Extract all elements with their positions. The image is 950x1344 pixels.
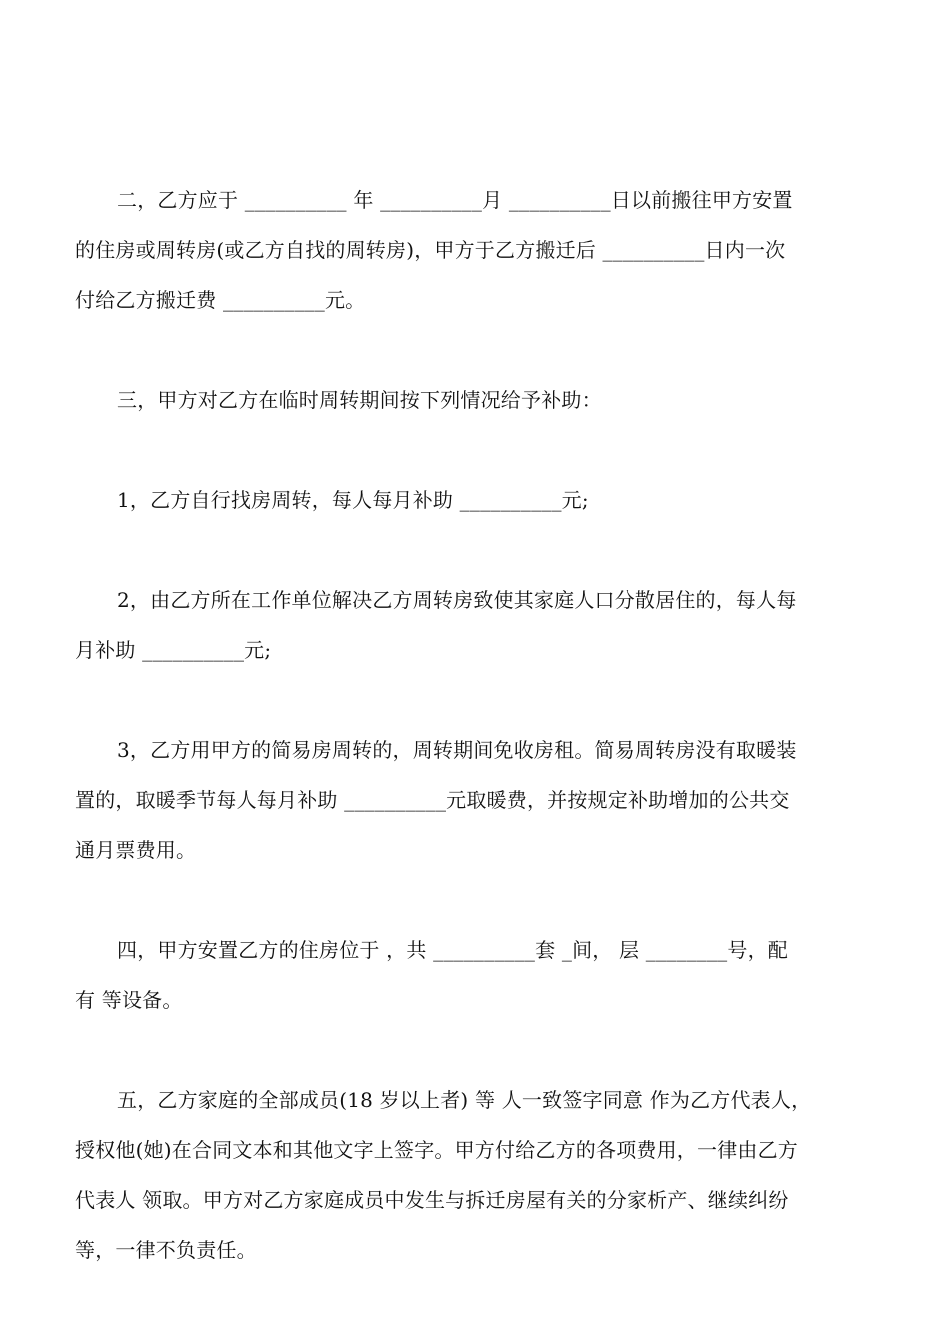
clause-3-item-2-line-1: 2，由乙方所在工作单位解决乙方周转房致使其家庭人口分散居住的，每人每: [117, 588, 797, 612]
clause-3-item-2-line-2: 月补助 __________元;: [75, 638, 272, 662]
clause-2-line-1: 二，乙方应于 __________ 年 __________月 __________日以前搬往甲方安置: [117, 188, 793, 212]
clause-3-item-1: 1，乙方自行找房周转，每人每月补助 __________元;: [117, 488, 589, 512]
clause-4-line-1: 四，甲方安置乙方的住房位于 ，共 __________套 _间， 层 ________号，配: [117, 938, 788, 962]
clause-5-line-4: 等，一律不负责任。: [75, 1238, 257, 1262]
clause-3-item-3-line-2: 置的，取暖季节每人每月补助 __________元取暖费，并按规定补助增加的公共交: [75, 788, 790, 812]
clause-3-item-3-line-1: 3，乙方用甲方的简易房周转的，周转期间免收房租。简易周转房没有取暖装: [117, 738, 797, 762]
clause-5-line-1: 五，乙方家庭的全部成员(18 岁以上者) 等 人一致签字同意 作为乙方代表人，: [117, 1088, 812, 1112]
clause-3-item-3-line-3: 通月票费用。: [75, 838, 197, 862]
clause-4-line-2: 有 等设备。: [75, 988, 183, 1012]
clause-5-line-2: 授权他(她)在合同文本和其他文字上签字。甲方付给乙方的各项费用，一律由乙方: [75, 1138, 799, 1162]
clause-3-heading: 三，甲方对乙方在临时周转期间按下列情况给予补助：: [117, 388, 602, 412]
clause-5-line-3: 代表人 领取。甲方对乙方家庭成员中发生与拆迁房屋有关的分家析产、继续纠纷: [75, 1188, 789, 1212]
clause-2-line-3: 付给乙方搬迁费 __________元。: [75, 288, 366, 312]
clause-2-line-2: 的住房或周转房(或乙方自找的周转房)，甲方于乙方搬迁后 __________日内一次: [75, 238, 786, 262]
